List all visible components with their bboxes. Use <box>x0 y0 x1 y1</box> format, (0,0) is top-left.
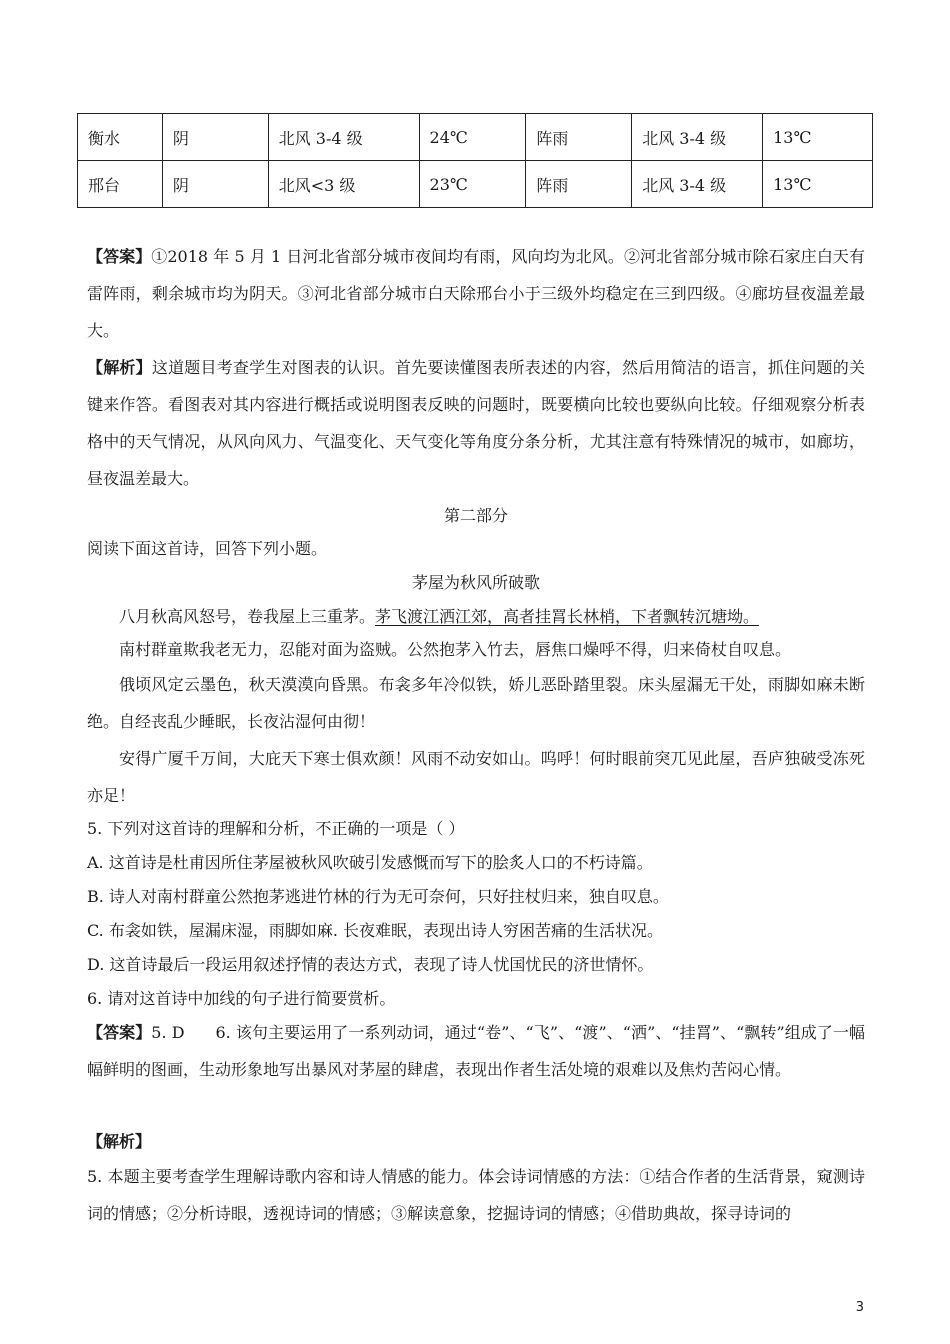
answer-text: ①2018 年 5 月 1 日河北省部分城市夜间均有雨，风向均为北风。②河北省部分城市除石家庄白天有雷阵雨，剩余城市均为阴天。③河北省部分城市白天除邢台小于三级外均稳定在三到四级。④廊坊昼夜温差最大。 <box>87 247 865 340</box>
analysis-paragraph-1 <box>87 349 865 497</box>
table-row <box>78 161 873 208</box>
table-cell: 23℃ <box>419 161 526 208</box>
table-cell: 阵雨 <box>526 114 632 161</box>
option-a: A. 这首诗是杜甫因所住茅屋被秋风吹破引发感慨而写下的脍炙人口的不朽诗篇。 <box>87 853 653 872</box>
question-6: 6. 请对这首诗中加线的句子进行简要赏析。 <box>87 989 396 1008</box>
table-cell: 北风 3-4 级 <box>632 114 763 161</box>
table-cell: 阴 <box>162 161 268 208</box>
poem-stanza-3: 俄顷风定云墨色，秋天漠漠向昏黑。布衾多年冷似铁，娇儿恶卧踏里裂。床头屋漏无干处，雨脚如麻未断绝。自经丧乱少睡眠，长夜沾湿何由彻！ <box>87 675 865 731</box>
table-row <box>78 114 873 161</box>
analysis-paragraph-2: 5. 本题主要考查学生理解诗歌内容和诗人情感的能力。体会诗词情感的方法：①结合作者的生活背景，窥测诗词的情感；②分析诗眼，透视诗词的情感；③解读意象，挖掘诗词的情感；④借助典故，探寻诗词的 <box>87 1167 865 1223</box>
poem-line-plain: 八月秋高风怒号，卷我屋上三重茅。 <box>119 607 376 626</box>
table-cell: 阵雨 <box>526 161 632 208</box>
answer-label: 【答案】 <box>87 247 152 266</box>
poem-line-underlined: 茅飞渡江洒江郊，高者挂罥长林梢，下者飘转沉塘坳。 <box>375 607 760 626</box>
option-d: D. 这首诗最后一段运用叙述抒情的表达方式，表现了诗人忧国忧民的济世情怀。 <box>87 955 654 974</box>
analysis-label: 【解析】 <box>87 358 152 377</box>
table-cell: 北风 3-4 级 <box>632 161 763 208</box>
analysis-label-2: 【解析】 <box>87 1132 152 1151</box>
table-cell: 北风 3-4 级 <box>268 114 419 161</box>
poem-stanza-1 <box>87 598 865 635</box>
answer-paragraph-2 <box>87 1014 865 1088</box>
answer-paragraph-1 <box>87 238 865 349</box>
table-cell: 邢台 <box>78 161 163 208</box>
poem-stanza-4: 安得广厦千万间，大庇天下寒士俱欢颜！风雨不动安如山。呜呼！何时眼前突兀见此屋，吾庐独破受冻死亦足！ <box>87 749 865 805</box>
poem-stanza-2: 南村群童欺我老无力，忍能对面为盗贼。公然抱茅入竹去，唇焦口燥呼不得，归来倚杖自叹息。 <box>119 640 792 659</box>
table-cell: 阴 <box>162 114 268 161</box>
analysis-text: 这道题目考查学生对图表的认识。首先要读懂图表所表述的内容，然后用简洁的语言，抓住问题的关键来作答。看图表对其内容进行概括或说明图表反映的问题时，既要横向比较也要纵向比较。仔细观察分析表格中的天气情况，从风向风力、气温变化、天气变化等角度分条分析，尤其注意有特殊情况的城市，如廊坊，昼夜温差最大。 <box>87 358 865 488</box>
table-cell: 北风<3 级 <box>268 161 419 208</box>
table-cell: 24℃ <box>419 114 526 161</box>
page-number: 3 <box>855 1300 864 1315</box>
poem-title: 茅屋为秋风所破歌 <box>411 573 540 592</box>
table-cell: 13℃ <box>763 161 873 208</box>
table-cell: 13℃ <box>763 114 873 161</box>
question-5: 5. 下列对这首诗的理解和分析，不正确的一项是（ ） <box>87 819 465 838</box>
answer-text: 5. D 6. 该句主要运用了一系列动词，通过“卷”、“飞”、“渡”、“洒”、“挂罥”、“飘转”组成了一幅幅鲜明的图画，生动形象地写出暴风对茅屋的肆虐，表现出作者生活处境的艰难以及焦灼苦闷心情。 <box>87 1023 865 1079</box>
answer-label: 【答案】 <box>87 1023 152 1042</box>
option-c: C. 布衾如铁，屋漏床湿，雨脚如麻. 长夜难眠，表现出诗人穷困苦痛的生活状况。 <box>87 921 664 940</box>
table-cell: 衡水 <box>78 114 163 161</box>
weather-table <box>77 113 873 208</box>
section-title: 第二部分 <box>443 506 508 525</box>
option-b: B. 诗人对南村群童公然抱茅逃进竹林的行为无可奈何，只好拄杖归来，独自叹息。 <box>87 887 669 906</box>
reading-instruction: 阅读下面这首诗，回答下列小题。 <box>87 539 328 558</box>
